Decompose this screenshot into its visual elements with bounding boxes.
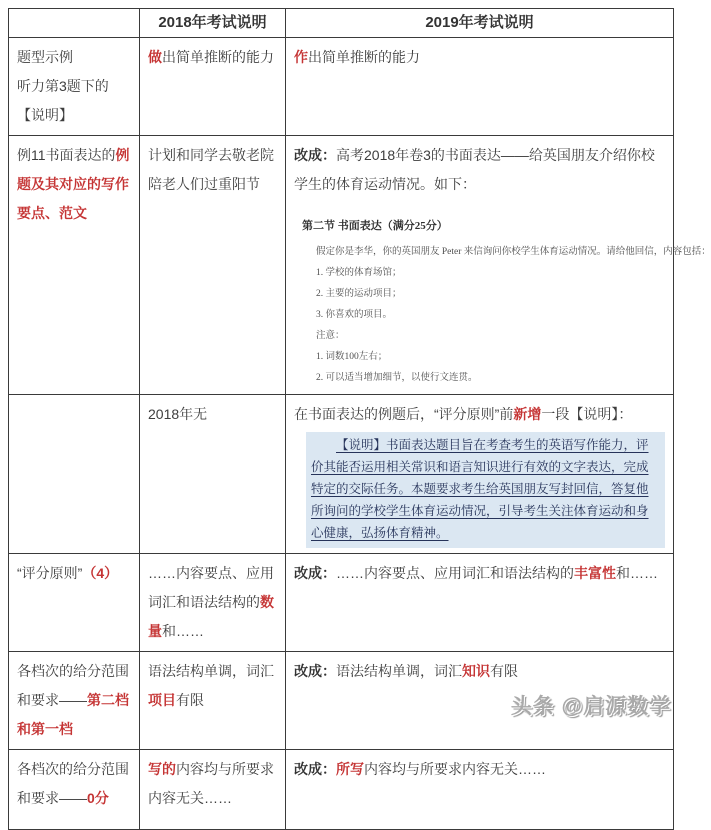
header-row bbox=[9, 9, 674, 38]
highlighted-note-paragraph: 【说明】书面表达题目旨在考查考生的英语写作能力，评价其能否运用相关常识和语言知识进行有效的文字表达，完成特定的交际任务。本题要求考生给英国朋友写封回信，答复他所询问的学校学生体育运动情况，引导考生关注体育运动和身心健康，弘扬体育精神。 bbox=[306, 432, 665, 548]
r5-label-red: 第二档和第一档 bbox=[17, 692, 129, 737]
r4-2018-part2: 和…… bbox=[162, 623, 204, 639]
cell-r6-2019 bbox=[286, 750, 674, 830]
row-writing-example bbox=[9, 136, 674, 395]
r4-2019-changed-word: 丰富性 bbox=[574, 565, 616, 581]
r1-2019-changed-word: 作 bbox=[294, 49, 308, 65]
cell-r5-label bbox=[9, 652, 140, 750]
exam-note-2: 2. 可以适当增加细节，以使行文连贯。 bbox=[316, 373, 478, 383]
cell-r1-2019 bbox=[286, 38, 674, 136]
r2-2019-intro bbox=[294, 141, 665, 199]
embedded-exam-snippet bbox=[302, 219, 711, 389]
r2-2019-text: 高考2018年卷3的书面表达——给英国朋友介绍你校学生的体育运动情况。如下： bbox=[294, 147, 655, 192]
r4-label-red: （4） bbox=[82, 565, 119, 581]
r2-label-red: 例题及其对应的写作要点、范文 bbox=[17, 147, 130, 221]
r2-label-black: 例11书面表达的 bbox=[17, 147, 116, 163]
exam-point-3: 3. 你喜欢的项目。 bbox=[316, 310, 393, 320]
row-scoring-principle bbox=[9, 554, 674, 652]
cell-r1-label bbox=[9, 38, 140, 136]
r6-2018-changed-word: 写的 bbox=[148, 761, 176, 777]
exam-note-1: 1. 词数100左右； bbox=[316, 352, 388, 362]
r5-2019-prefix: 改成： bbox=[294, 663, 336, 679]
r3-2019-intro bbox=[294, 400, 665, 429]
r2-2019-prefix: 改成： bbox=[294, 147, 336, 163]
r5-2018-changed-word: 项目 bbox=[148, 692, 176, 708]
r3-2018-text: 2018年无 bbox=[148, 406, 208, 422]
r5-label-black: 各档次的给分范围和要求—— bbox=[17, 663, 129, 708]
cell-r2-2019 bbox=[286, 136, 711, 395]
r5-2019-part2: 有限 bbox=[490, 663, 518, 679]
cell-r3-label bbox=[9, 395, 140, 554]
r2-2018-text: 计划和同学去敬老院陪老人们过重阳节 bbox=[148, 147, 274, 192]
cell-r4-2019 bbox=[286, 554, 674, 652]
header-2019: 2019年考试说明 bbox=[286, 9, 674, 38]
r4-label-black: “评分原则” bbox=[17, 565, 83, 581]
r6-label-red: 0分 bbox=[87, 790, 109, 806]
cell-r2-label bbox=[9, 136, 140, 395]
r6-2019-prefix: 改成： bbox=[294, 761, 336, 777]
cell-r5-2018 bbox=[140, 652, 286, 750]
exam-point-2: 2. 主要的运动项目； bbox=[316, 289, 402, 299]
r1-2019-text: 出简单推断的能力 bbox=[308, 49, 420, 65]
header-empty-cell bbox=[9, 9, 140, 38]
r5-2018-part1: 语法结构单调，词汇 bbox=[148, 663, 274, 679]
exam-intro: 假定你是李华，你的英国朋友 Peter 来信询问你校学生体育运动情况。请给他回信，内容包括： bbox=[316, 247, 711, 257]
r5-2019-changed-word: 知识 bbox=[462, 663, 490, 679]
row-new-note-paragraph bbox=[9, 395, 674, 554]
exam-note-label: 注意： bbox=[316, 331, 345, 341]
r3-2019-new-word: 新增 bbox=[513, 406, 542, 422]
r1-2018-text: 出简单推断的能力 bbox=[162, 49, 274, 65]
cell-r3-2019 bbox=[286, 395, 674, 554]
r1-label-line1: 题型示例 bbox=[17, 49, 73, 65]
cell-r3-2018 bbox=[140, 395, 286, 554]
watermark: 头条 @启源数学 bbox=[510, 695, 671, 718]
row-listening-note bbox=[9, 38, 674, 136]
exam-section-title: 第二节 书面表达（满分25分） bbox=[302, 220, 448, 232]
r4-2019-prefix: 改成： bbox=[294, 565, 336, 581]
cell-r6-label bbox=[9, 750, 140, 830]
cell-r4-2018 bbox=[140, 554, 286, 652]
r4-2019-part2: 和…… bbox=[616, 565, 658, 581]
cell-r2-2018 bbox=[140, 136, 286, 395]
r6-2018-text: 内容均与所要求内容无关…… bbox=[148, 761, 274, 806]
exam-point-1: 1. 学校的体育场馆； bbox=[316, 268, 402, 278]
r6-2019-changed-word: 所写 bbox=[336, 761, 364, 777]
row-grade-band-zero bbox=[9, 750, 674, 830]
r4-2019-part1: ……内容要点、应用词汇和语法结构的 bbox=[336, 565, 574, 581]
r1-2018-changed-word: 做 bbox=[148, 49, 162, 65]
cell-r4-label bbox=[9, 554, 140, 652]
r3-2019-part2: 一段【说明】： bbox=[541, 406, 633, 422]
header-2018: 2018年考试说明 bbox=[140, 9, 286, 38]
cell-r1-2018 bbox=[140, 38, 286, 136]
r6-label-black: 各档次的给分范围和要求—— bbox=[17, 761, 129, 806]
r1-label-line2: 听力第3题下的【说明】 bbox=[17, 78, 109, 123]
r4-2018-part1: ……内容要点、应用词汇和语法结构的 bbox=[148, 565, 274, 610]
r5-2018-part2: 有限 bbox=[176, 692, 204, 708]
r5-2019-part1: 语法结构单调，词汇 bbox=[336, 663, 462, 679]
r3-2019-part1: 在书面表达的例题后，“评分原则”前 bbox=[294, 406, 514, 422]
r4-2018-changed-word: 数量 bbox=[148, 594, 274, 639]
cell-r6-2018 bbox=[140, 750, 286, 830]
r6-2019-text: 内容均与所要求内容无关…… bbox=[364, 761, 546, 777]
